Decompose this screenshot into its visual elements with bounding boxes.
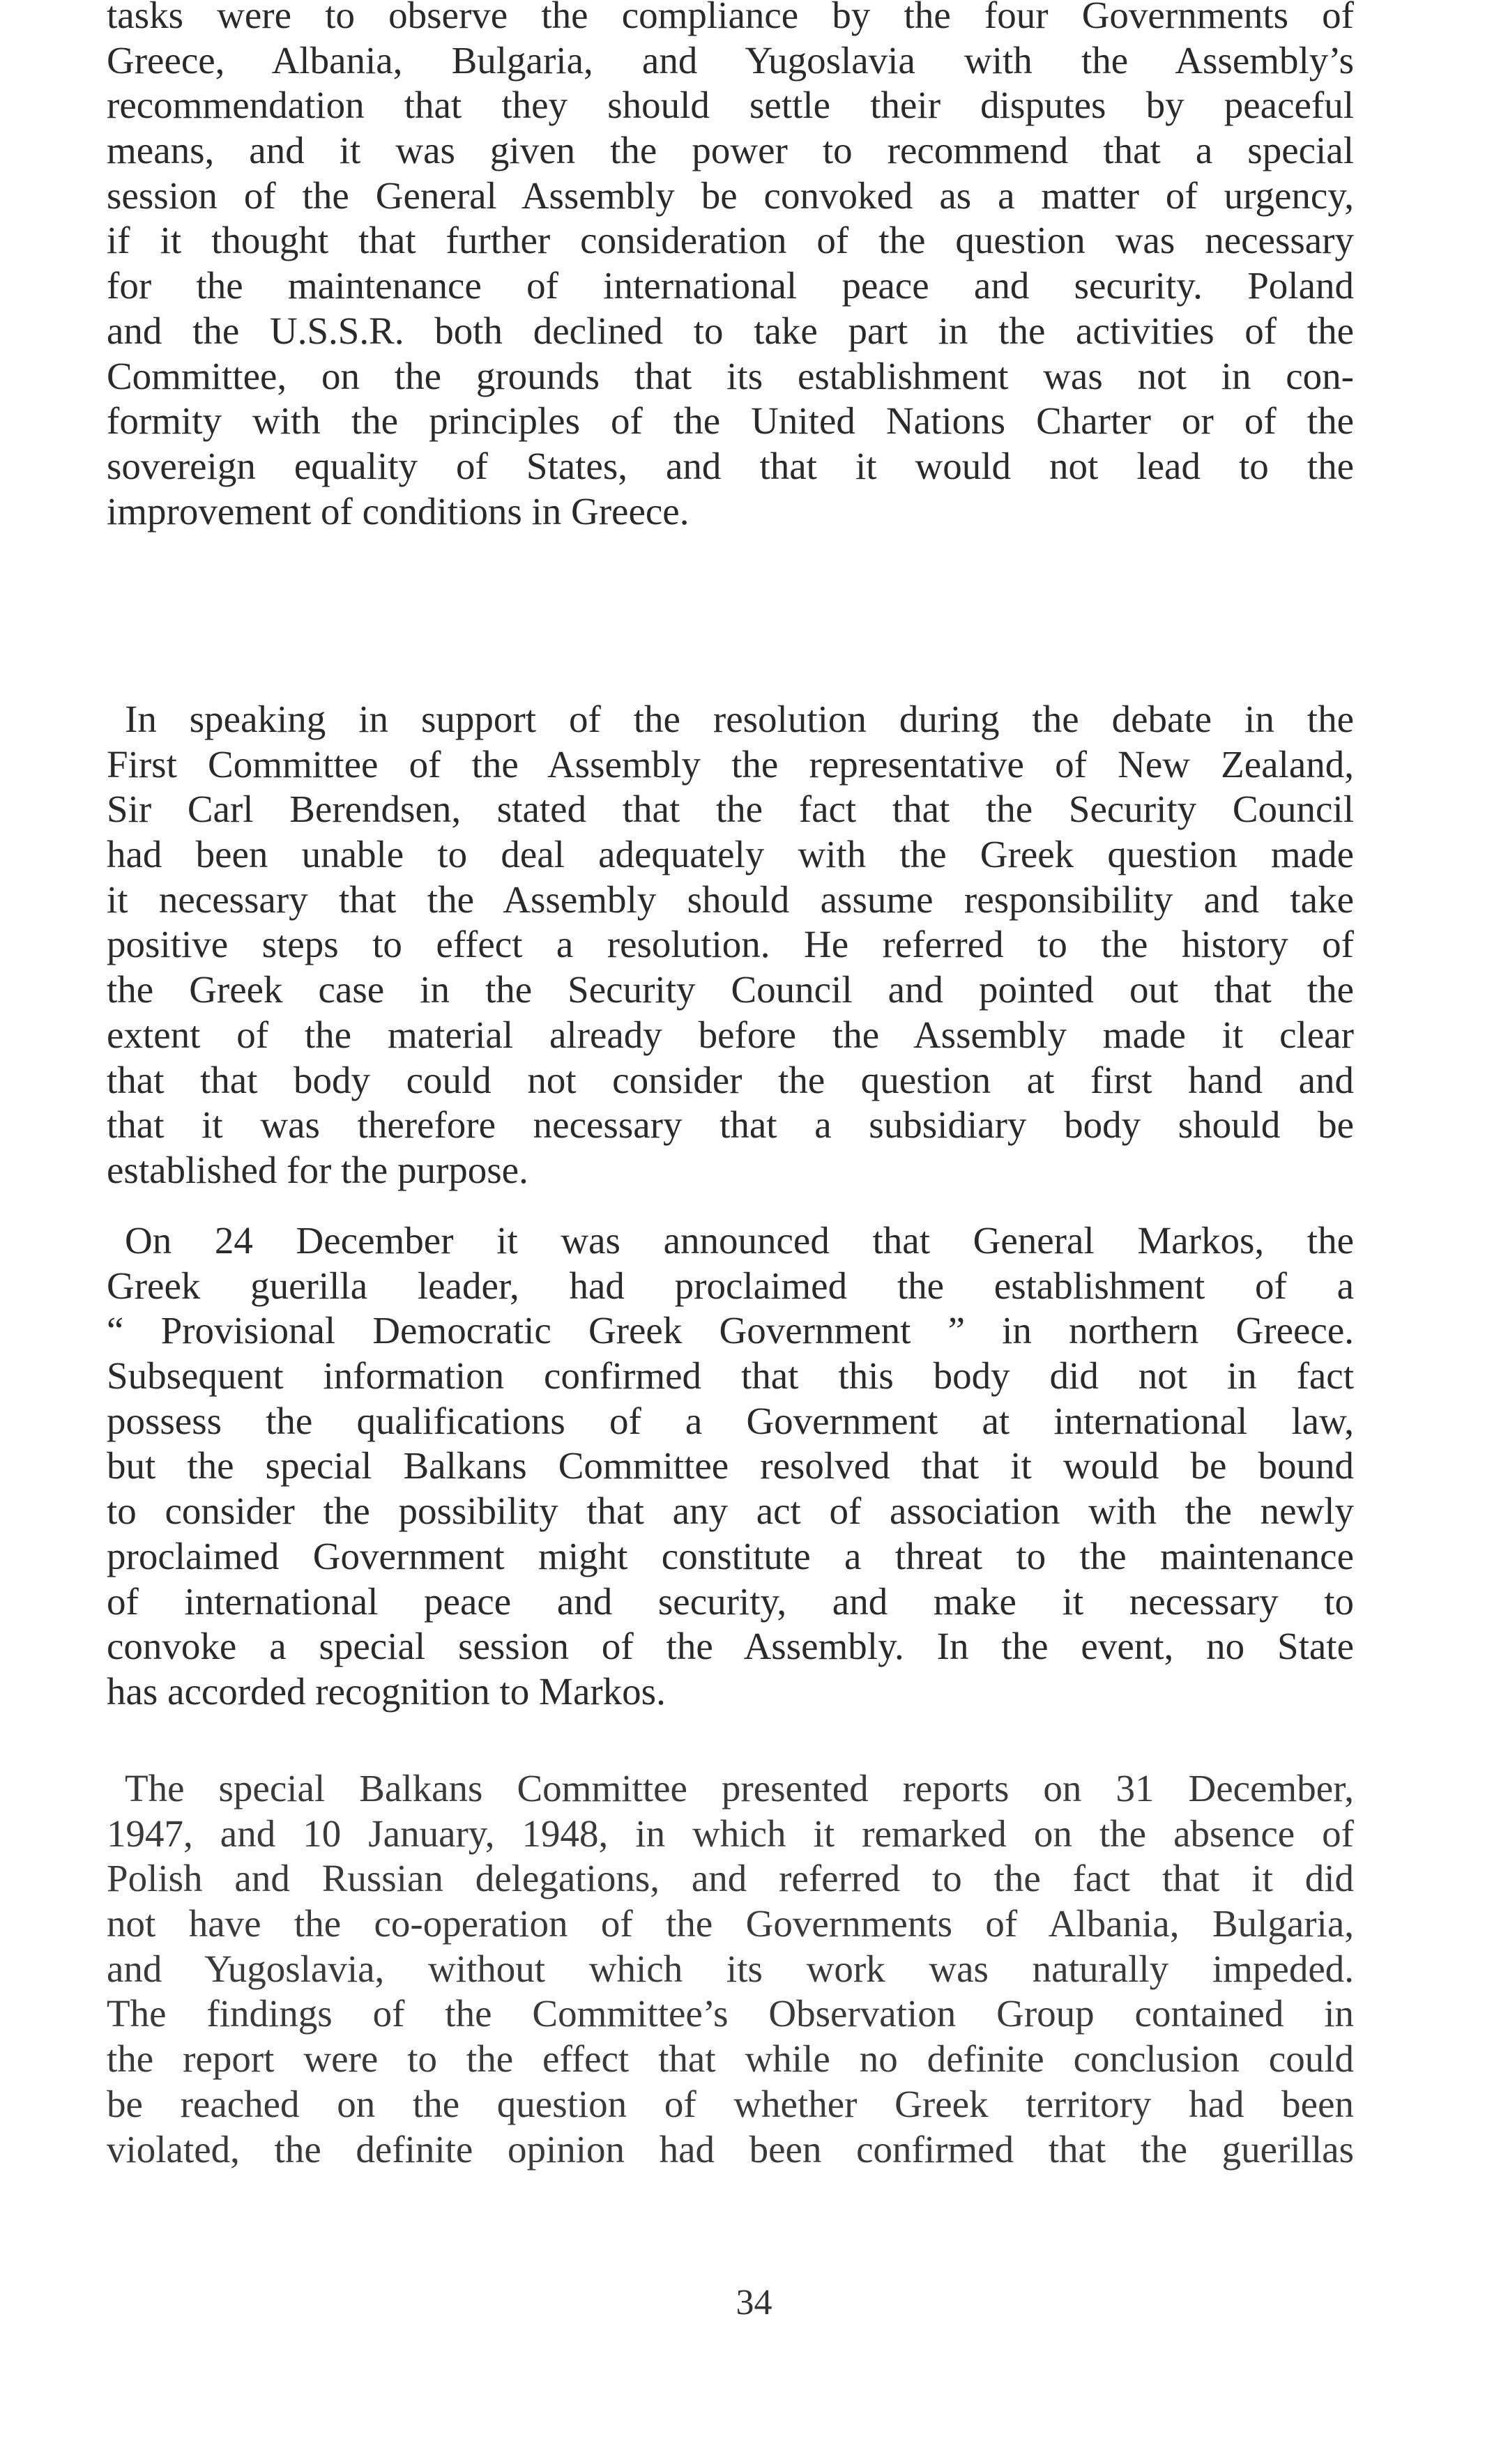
text-line: recommendation that they should settle their disputes by peaceful	[107, 84, 1354, 127]
text-line: and the U.S.S.R. both declined to take part in the activities of the	[107, 309, 1354, 352]
text-line: to consider the possibility that any act of association with the newly	[107, 1490, 1354, 1533]
text-line: possess the qualifications of a Government at international law,	[107, 1399, 1354, 1442]
text-line: session of the General Assembly be convoked as a matter of urgency,	[107, 174, 1354, 217]
text-line: convoke a special session of the Assembly. In the event, no State	[107, 1625, 1354, 1668]
text-line: that it was therefore necessary that a subsidiary body should be	[107, 1103, 1354, 1147]
page-number: 34	[736, 2283, 772, 2323]
text-line: proclaimed Government might constitute a threat to the maintenance	[107, 1534, 1354, 1577]
text-line: be reached on the question of whether Greek territory had been	[107, 2082, 1354, 2125]
text-line: tasks were to observe the compliance by the four Governments of	[107, 0, 1354, 36]
text-line: for the maintenance of international peace and security. Poland	[107, 264, 1354, 307]
text-line: The special Balkans Committee presented reports on 31 December,	[125, 1767, 1354, 1809]
text-line: improvement of conditions in Greece.	[107, 489, 690, 533]
text-line: sovereign equality of States, and that it would not lead to the	[107, 444, 1354, 487]
text-line: Greece, Albania, Bulgaria, and Yugoslavia with the Assembly’s	[107, 38, 1354, 82]
paragraph-2	[107, 697, 1354, 1193]
text-line: “ Provisional Democratic Greek Government ” in northern Greece.	[107, 1309, 1354, 1352]
text-line: had been unable to deal adequately with the Greek question made	[107, 833, 1354, 876]
text-line: formity with the principles of the United Nations Charter or of the	[107, 399, 1354, 443]
text-line: violated, the definite opinion had been confirmed that the guerillas	[107, 2127, 1354, 2171]
text-line: not have the co-operation of the Governments of Albania, Bulgaria,	[107, 1902, 1354, 1945]
text-line: extent of the material already before the Assembly made it clear	[107, 1013, 1354, 1056]
paragraph-1	[107, 0, 1354, 534]
text-line: The findings of the Committee’s Observation Group contained in	[107, 1992, 1354, 2035]
text-line: First Committee of the Assembly the representative of New Zealand,	[107, 742, 1354, 786]
text-line: Greek guerilla leader, had proclaimed the establishment of a	[107, 1264, 1354, 1307]
text-line: that that body could not consider the question at first hand and	[107, 1058, 1354, 1101]
text-line: but the special Balkans Committee resolved that it would be bound	[107, 1444, 1354, 1487]
text-line: Polish and Russian delegations, and referred to the fact that it did	[107, 1857, 1354, 1900]
text-line: if it thought that further consideration of the question was necessary	[107, 219, 1354, 262]
text-line: On 24 December it was announced that General Markos, the	[125, 1219, 1354, 1262]
text-line: it necessary that the Assembly should assume responsibility and take	[107, 878, 1354, 921]
text-line: Committee, on the grounds that its establishment was not in con-	[107, 354, 1354, 397]
paragraph-3	[107, 1218, 1354, 1715]
text-line: Subsequent information confirmed that this body did not in fact	[107, 1354, 1354, 1398]
text-line: has accorded recognition to Markos.	[107, 1669, 666, 1713]
text-line: In speaking in support of the resolution during the debate in the	[125, 698, 1354, 740]
text-line: the report were to the effect that while no definite conclusion could	[107, 2037, 1354, 2081]
text-line: and Yugoslavia, without which its work was naturally impeded.	[107, 1947, 1354, 1990]
paragraph-4	[107, 1766, 1354, 2172]
text-line: 1947, and 10 January, 1948, in which it remarked on the absence of	[107, 1812, 1354, 1855]
text-line: the Greek case in the Security Council and pointed out that the	[107, 968, 1354, 1011]
text-line: of international peace and security, and make it necessary to	[107, 1579, 1354, 1623]
text-line: Sir Carl Berendsen, stated that the fact that the Security Council	[107, 788, 1354, 831]
text-line: established for the purpose.	[107, 1148, 528, 1191]
text-line: positive steps to effect a resolution. He referred to the history of	[107, 923, 1354, 966]
text-line: means, and it was given the power to recommend that a special	[107, 129, 1354, 172]
